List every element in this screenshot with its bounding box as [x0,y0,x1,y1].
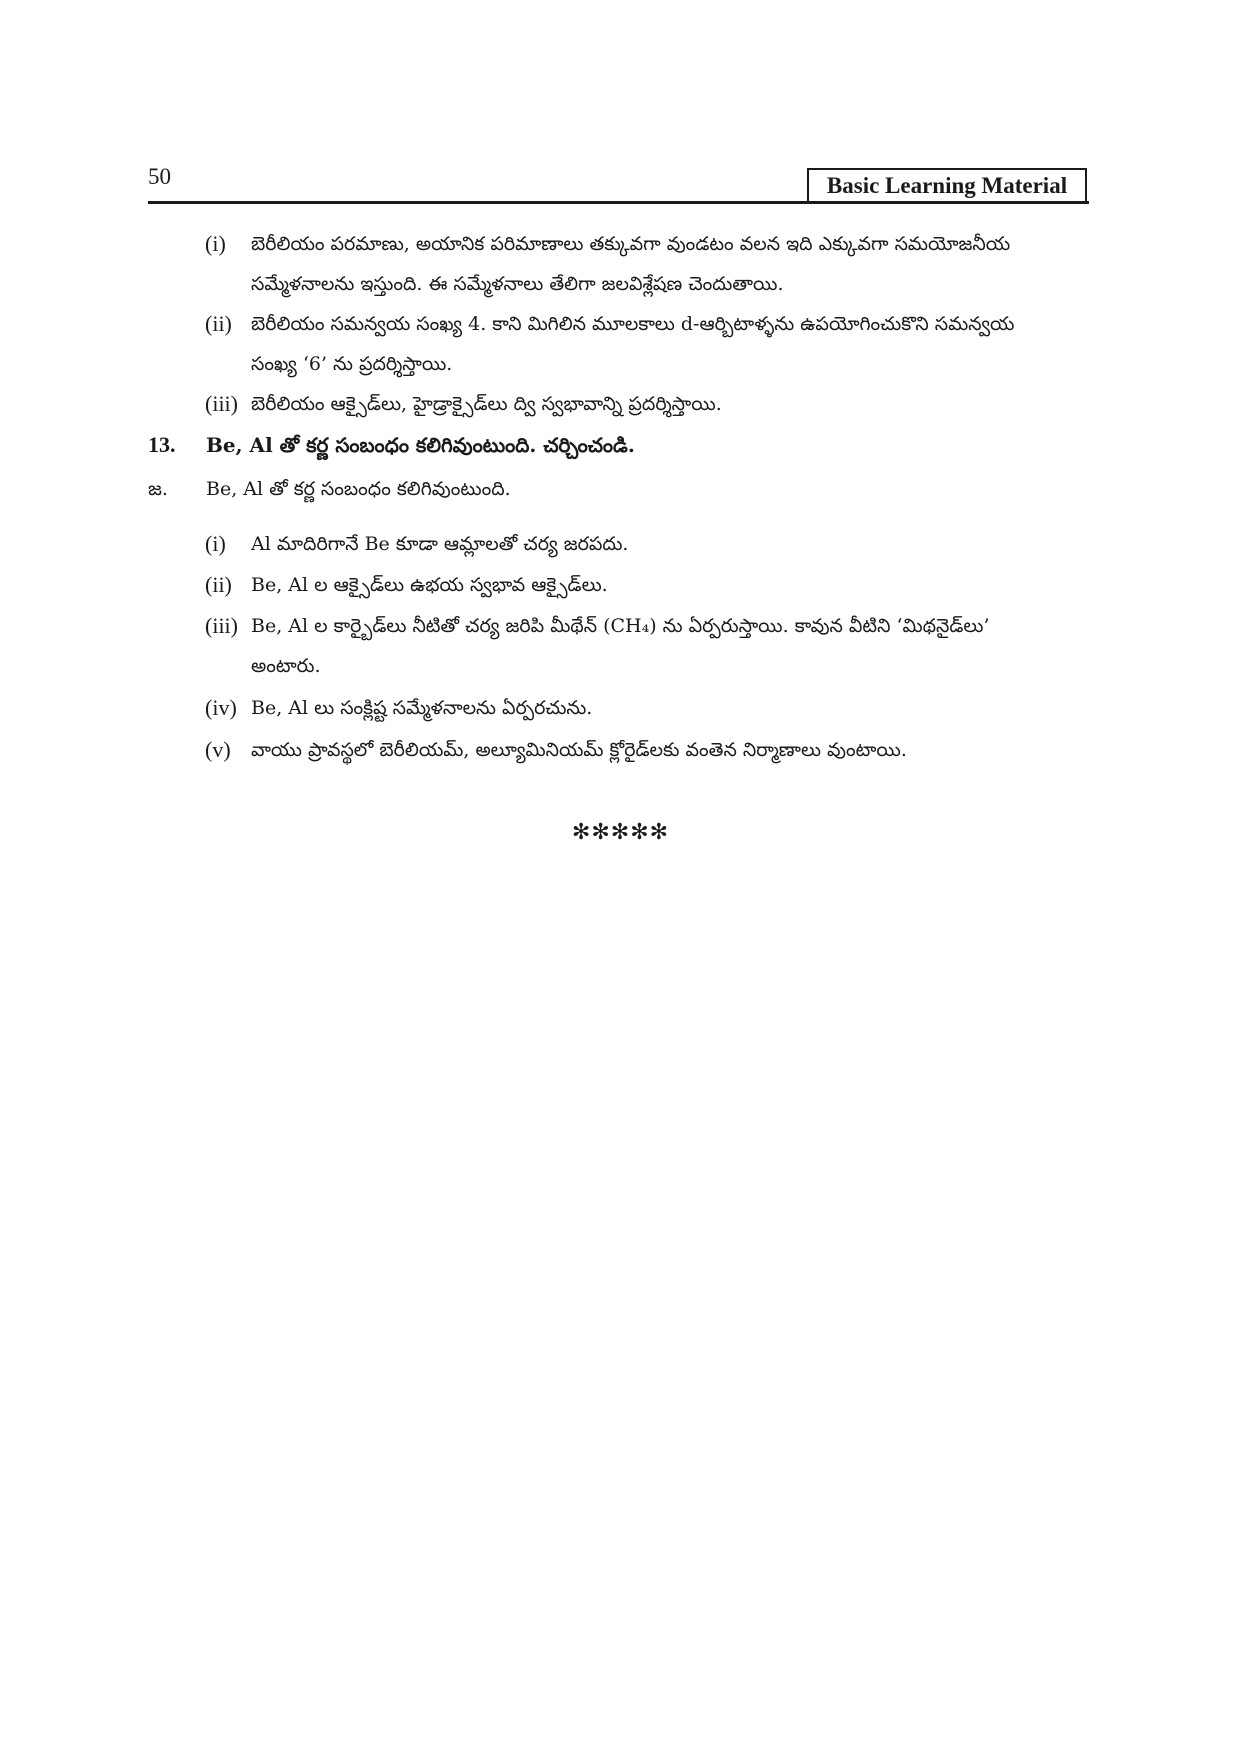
list-item-line: సమ్మేళనాలను ఇస్తుంది. ఈ సమ్మేళనాలు తేలిగా జలవిశ్లేషణ చెందుతాయి. [251,273,784,295]
list-marker: (i) [205,531,226,556]
list-item [205,304,1105,384]
list-item [205,730,1105,770]
page-number: 50 [148,164,171,189]
list-item [205,224,1105,304]
list-marker: (iv) [205,695,237,720]
question-heading [148,432,635,462]
list-item-line: సంఖ్య ‘6’ ను ప్రదర్శిస్తాయి. [251,353,453,375]
section-end-mark: ✻✻✻✻✻ [571,820,670,845]
question-number: 13. [148,432,176,457]
list-marker: (ii) [205,572,232,597]
list-item-line: Be, Al ల కార్బైడ్‌లు నీటితో చర్య జరిపి మీథేన్ (CH₄) ను ఏర్పరుస్తాయి. కావున వీటిని ‘మిథనైడ్‌లు’ [251,615,990,637]
list-marker: (i) [205,231,226,256]
list-marker: (iii) [205,391,238,416]
list-marker: (iii) [205,613,238,638]
list-item-line: బెరీలియం ఆక్సైడ్‌లు, హైడ్రాక్సైడ్‌లు ద్వి స్వభావాన్ని ప్రదర్శిస్తాయి. [251,393,722,415]
list-item [205,384,1105,424]
list-item-line: Al మాదిరిగానే Be కూడా ఆమ్లాలతో చర్య జరపదు. [251,533,629,555]
list-marker: (v) [205,737,231,762]
answer-text: Be, Al తో కర్ణ సంబంధం కలిగివుంటుంది. [206,478,511,500]
list-item-line: బెరీలియం పరమాణు, అయానిక పరిమాణాలు తక్కువగా వుండటం వలన ఇది ఎక్కువగా సమయోజనీయ [251,233,1011,255]
list-item [205,524,1105,564]
running-header: Basic Learning Material [807,168,1087,202]
list-item-line: వాయు ప్రావస్థలో బెరీలియమ్, అల్యూమినియమ్ క్లోరైడ్‌లకు వంతెన నిర్మాణాలు వుంటాయి. [251,739,907,761]
list-item [205,606,1105,686]
list-item-line: Be, Al ల ఆక్సైడ్‌లు ఉభయ స్వభావ ఆక్సైడ్‌లు. [251,574,608,596]
list-item [205,565,1105,605]
list-item [205,688,1105,728]
list-item-line: Be, Al లు సంక్లిష్ట సమ్మేళనాలను ఏర్పరచును. [251,697,593,719]
question-text: Be, Al తో కర్ణ సంబంధం కలిగివుంటుంది. చర్చించండి. [206,433,635,457]
list-marker: (ii) [205,311,232,336]
list-item-line: అంటారు. [251,655,321,677]
header-rule [148,201,1089,204]
answer-marker: జ. [148,478,168,500]
answer-intro [148,478,511,505]
list-item-line: బెరీలియం సమన్వయ సంఖ్య 4. కాని మిగిలిన మూలకాలు d-ఆర్బిటాళ్ళను ఉపయోగించుకొని సమన్వయ [251,313,1015,335]
